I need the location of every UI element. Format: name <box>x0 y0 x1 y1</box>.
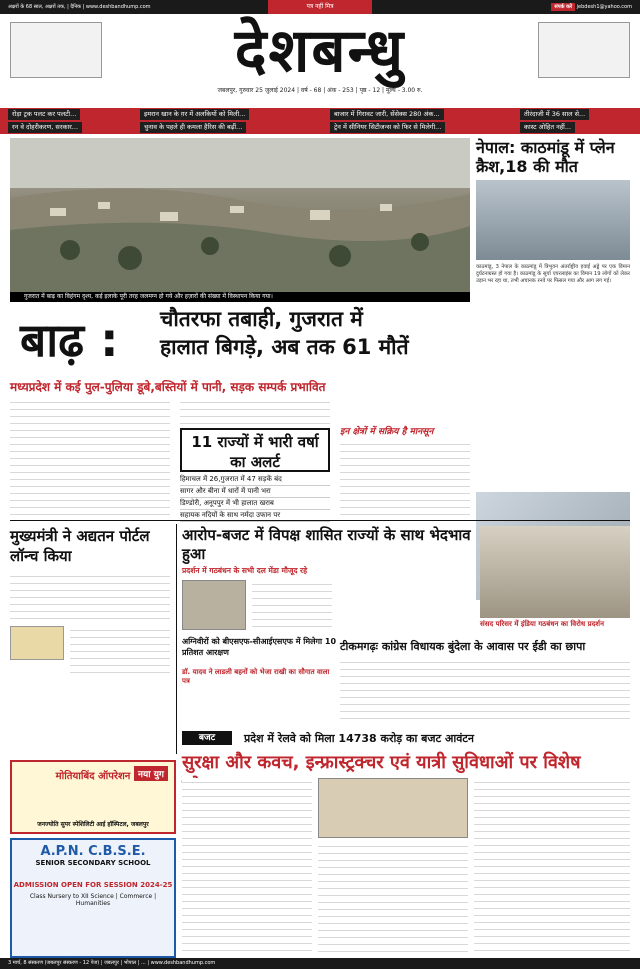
dateline: जबलपुर, गुरुवार 25 जुलाई 2024 | वर्ष - 68 | अंक - 253 | पृष्ठ - 12 | मूल्य - 3.00 रु. <box>217 87 423 94</box>
cm-photo <box>182 580 246 630</box>
monsoon-panel <box>340 424 470 516</box>
teaser[interactable]: तीरंदाजी में 36 साल से... <box>520 109 589 120</box>
monsoon-title: इन क्षेत्रों में सक्रिय है मानसून <box>340 427 434 437</box>
alert-bullet: डिण्डोरी, अनूपपुर में भी हालात खराब <box>180 498 330 510</box>
teaser[interactable]: रोड़ा ट्रक पलट कर पलटी... <box>8 109 80 120</box>
budget-photo <box>318 778 468 838</box>
teaser[interactable]: रन वे दोहरीकरण, सरकार... <box>8 122 82 133</box>
lead-kicker: बाढ़ : <box>20 313 119 367</box>
budget-text-1 <box>182 778 312 954</box>
ear-right <box>538 22 630 78</box>
lead-headline[interactable] <box>10 304 470 374</box>
opposition-subhead: प्रदर्शन में गठबंधन के सभी दल मेंडा मौजूद रहे <box>182 566 308 575</box>
contact <box>551 4 632 10</box>
contact-email[interactable]: jebdesh1@yahoo.com <box>576 4 632 10</box>
teaser[interactable]: कास्ट ओहित नहीं... <box>520 122 575 133</box>
ad2-classes: Class Nursery to XII Science | Commerce | Humanities <box>29 893 157 907</box>
motto-badge: पत्र नहीं मित्र <box>268 0 372 14</box>
ad2-sub: SENIOR SECONDARY SCHOOL <box>35 859 151 867</box>
budget-tag: बजट <box>182 731 232 745</box>
contact-label: संपर्क करें <box>551 3 575 11</box>
portal-text <box>10 572 170 622</box>
footer: 3 मार्च, 8 संस्करण (जबलपुर संस्करण - 12 पेज) | जबलपुर | भोपाल | ... | www.deshbandhump.com <box>0 958 640 969</box>
flood-scene <box>10 138 470 292</box>
alert-bullet: हिमाचल में 26,गुजरात में 47 सड़कें बंद <box>180 474 330 486</box>
alert-bullet: सागर और बीना में धारों में पानी भरा <box>180 486 330 498</box>
flood-photo[interactable] <box>10 138 470 292</box>
budget-headline[interactable]: प्रदेश में रेलवे को मिला 14738 करोड़ का बजट आवंटन <box>244 732 474 745</box>
budget-text-2 <box>318 842 468 954</box>
photo-caption: गुजरात में बाढ़ का विहंगम दृश्य, कई इलाके पूरी तरह जलमग्न हो गये और हज़ारों की संख्या में विस्थापन किया गया। <box>10 292 470 302</box>
lead-subhead: मध्यप्रदेश में कई पुल-पुलिया डूबे,बस्तियों में पानी, सड़क सम्पर्क प्रभावित <box>10 380 326 394</box>
teaser[interactable]: चुनाव के पहले ही कमला हैरिस की बढ़ीं... <box>140 122 246 133</box>
teaser-strip <box>0 108 640 134</box>
tikamgarh-text <box>340 658 630 724</box>
masthead <box>0 14 640 94</box>
nepal-photo <box>476 180 630 260</box>
lead-column-1 <box>10 398 170 518</box>
lead-headline-line2: हालात बिगड़े, अब तक 61 मौतें <box>160 335 409 359</box>
monsoon-text <box>340 440 470 516</box>
opposition-text <box>252 580 332 630</box>
parliament-photo[interactable] <box>480 526 630 618</box>
ad2-title: A.P.N. C.B.S.E. <box>40 844 146 859</box>
tagline: अक्षरों के 68 साल, अक्षरों तक, | दैनिक | www.deshbandhump.com <box>8 4 151 10</box>
ear-left <box>10 22 102 78</box>
lead-column-2 <box>180 398 330 426</box>
cartoon <box>10 626 64 660</box>
alert-bullets <box>180 474 330 522</box>
agniveer-subhead: अग्निवीरों को बीएसएफ-सीआईएसएफ में मिलेगा 10 प्रतिशत आरक्षण <box>182 637 337 657</box>
tikamgarh-headline[interactable]: टीकमगढ़ः कांग्रेस विधायक बुंदेला के आवास पर ईडी का छापा <box>340 640 586 653</box>
eye-hospital-ad[interactable] <box>10 760 176 834</box>
tikamgarh-story[interactable] <box>340 640 630 724</box>
teaser[interactable]: इमरान खान के ग़र में अलकियों को मिली... <box>140 109 249 120</box>
budget-banner[interactable]: सुरक्षा और कवच, इन्फ्रास्ट्रक्चर एवं यात्री सुविधाओं पर विशेष <box>182 752 581 773</box>
school-ad[interactable] <box>10 838 176 958</box>
newspaper-logo: देशबन्धु <box>234 16 406 86</box>
column-divider <box>176 524 177 754</box>
ad1-title: मोतियाबिंद ऑपरेशन <box>55 771 131 782</box>
portal-headline[interactable]: मुख्यमंत्री ने अद्यतन पोर्टल लॉन्च किया <box>10 527 150 565</box>
ad1-tag: नया युग <box>134 766 168 781</box>
nepal-story[interactable] <box>476 138 630 492</box>
top-bar <box>0 0 640 14</box>
lead-headline-line1: चौतरफा तबाही, गुजरात में <box>160 307 363 331</box>
cartoon-text <box>70 626 170 674</box>
ad2-admission: ADMISSION OPEN FOR SESSION 2024-25 <box>13 881 173 889</box>
portal-story[interactable] <box>10 526 170 674</box>
section-divider <box>10 520 630 521</box>
budget-text-3 <box>474 778 630 954</box>
budget-strip <box>182 728 630 748</box>
ad1-hospital: जनज्योति सुपर स्पेशिलिटी आई हॉस्पिटल, जबलपुर <box>37 821 149 828</box>
alert-bullet: सहायक नदियों के साथ नर्मदा उफान पर <box>180 510 330 522</box>
teaser[interactable]: बाजार में गिरावट जारी, सेंसेक्स 280 अंक... <box>330 109 444 120</box>
parliament-caption: संसद परिसर में इंडिया गठबंधन का विरोध प्रदर्शन <box>480 620 604 628</box>
alert-box: 11 राज्यों में भारी वर्षा का अलर्ट <box>180 428 330 472</box>
ladli-headline[interactable]: डॉ. यादव ने लाडली बहनों को भेजा राखी का सौगात वाला पत्र <box>182 668 330 685</box>
teaser[interactable]: ट्रेन में सीनियर सिटीजन्स को फिर से मिलेगी... <box>330 122 445 133</box>
opposition-headline[interactable]: आरोप-बजट में विपक्ष शासित राज्यों के साथ भेदभाव हुआ <box>182 526 471 563</box>
nepal-body: काठमांडू, 3 नेपाल के काठमांडू में त्रिभुवन अंतर्राष्ट्रीय हवाई अड्डे पर एक विमान दुर्घटनाग्रस्त हो गया है। काठमांडू के सूर्या एयरलाइंस का विमान 19 लोगों को लेकर उड़ान भर रहा था, तभी अचानक रनवे पर फिसल गया और आग लग गई। <box>476 264 630 284</box>
nepal-headline[interactable]: नेपाल: काठमांडू में प्लेन क्रैश,18 की मौत <box>476 138 615 176</box>
